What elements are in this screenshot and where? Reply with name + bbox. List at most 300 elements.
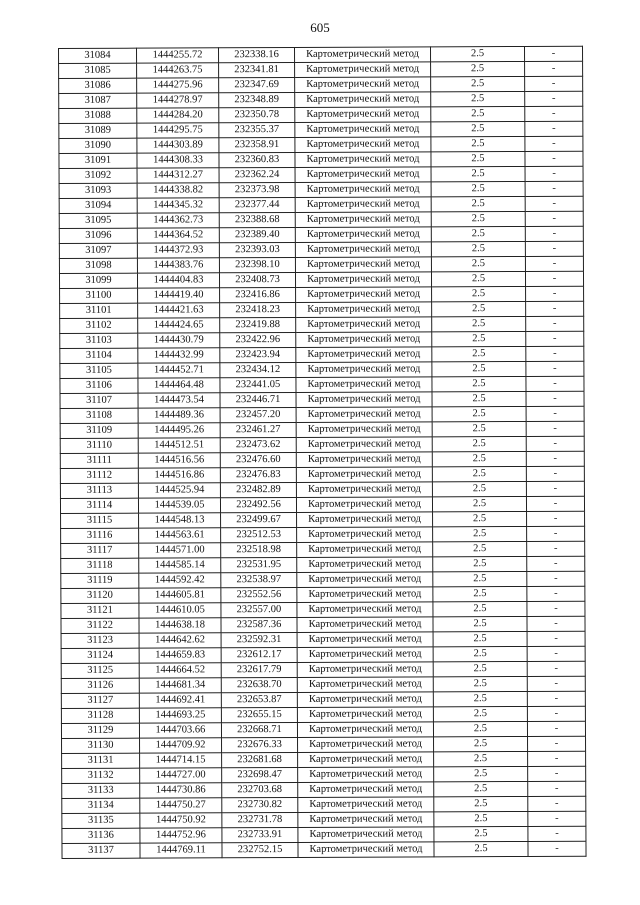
accuracy-cell: 2.5	[432, 331, 526, 346]
accuracy-cell: 2.5	[433, 646, 527, 661]
note-cell: -	[525, 181, 583, 196]
note-cell: -	[528, 766, 586, 781]
x-coordinate-cell: 1444703.66	[139, 723, 221, 738]
note-cell: -	[527, 601, 585, 616]
point-number-cell: 31087	[59, 93, 137, 108]
point-number-cell: 31097	[59, 243, 137, 258]
y-coordinate-cell: 232518.98	[221, 542, 297, 557]
x-coordinate-cell: 1444525.94	[138, 483, 220, 498]
y-coordinate-cell: 232733.91	[222, 827, 298, 842]
y-coordinate-cell: 232617.79	[221, 662, 297, 677]
note-cell: -	[527, 631, 585, 646]
point-number-cell: 31091	[59, 153, 137, 168]
method-cell: Картометрический метод	[296, 362, 432, 378]
method-cell: Картометрический метод	[295, 182, 431, 198]
x-coordinate-cell: 1444424.65	[138, 318, 220, 333]
method-cell: Картометрический метод	[297, 632, 433, 648]
point-number-cell: 31116	[61, 528, 139, 543]
note-cell: -	[526, 481, 584, 496]
point-number-cell: 31085	[59, 63, 137, 78]
point-number-cell: 31108	[60, 408, 138, 423]
method-cell: Картометрический метод	[298, 782, 434, 798]
method-cell: Картометрический метод	[296, 332, 432, 348]
note-cell: -	[526, 496, 584, 511]
note-cell: -	[525, 121, 583, 136]
note-cell: -	[527, 721, 585, 736]
accuracy-cell: 2.5	[432, 391, 526, 406]
y-coordinate-cell: 232389.40	[219, 227, 295, 242]
note-cell: -	[527, 556, 585, 571]
point-number-cell: 31126	[61, 678, 139, 693]
x-coordinate-cell: 1444464.48	[138, 378, 220, 393]
y-coordinate-cell: 232408.73	[219, 272, 295, 287]
note-cell: -	[527, 526, 585, 541]
y-coordinate-cell: 232338.16	[219, 47, 295, 62]
y-coordinate-cell: 232587.36	[221, 617, 297, 632]
note-cell: -	[527, 706, 585, 721]
x-coordinate-cell: 1444548.13	[139, 513, 221, 528]
x-coordinate-cell: 1444372.93	[137, 243, 219, 258]
y-coordinate-cell: 232419.88	[220, 317, 296, 332]
accuracy-cell: 2.5	[431, 76, 525, 91]
note-cell: -	[526, 391, 584, 406]
note-cell: -	[527, 691, 585, 706]
accuracy-cell: 2.5	[431, 226, 525, 241]
point-number-cell: 31092	[59, 168, 137, 183]
accuracy-cell: 2.5	[433, 721, 527, 736]
method-cell: Картометрический метод	[298, 842, 434, 858]
method-cell: Картометрический метод	[297, 587, 433, 603]
y-coordinate-cell: 232731.78	[222, 812, 298, 827]
note-cell: -	[527, 661, 585, 676]
method-cell: Картометрический метод	[295, 62, 431, 78]
x-coordinate-cell: 1444659.83	[139, 648, 221, 663]
method-cell: Картометрический метод	[295, 167, 431, 183]
method-cell: Картометрический метод	[297, 602, 433, 618]
note-cell: -	[525, 151, 583, 166]
y-coordinate-cell: 232355.37	[219, 122, 295, 137]
note-cell: -	[528, 826, 586, 841]
method-cell: Картометрический метод	[296, 422, 432, 438]
accuracy-cell: 2.5	[432, 406, 526, 421]
note-cell: -	[525, 211, 583, 226]
y-coordinate-cell: 232473.62	[220, 437, 296, 452]
method-cell: Картометрический метод	[295, 122, 431, 138]
y-coordinate-cell: 232655.15	[221, 707, 297, 722]
note-cell: -	[526, 466, 584, 481]
point-number-cell: 31131	[62, 753, 140, 768]
x-coordinate-cell: 1444709.92	[140, 738, 222, 753]
method-cell: Картометрический метод	[295, 92, 431, 108]
accuracy-cell: 2.5	[433, 691, 527, 706]
note-cell: -	[527, 541, 585, 556]
y-coordinate-cell: 232441.05	[220, 377, 296, 392]
note-cell: -	[526, 286, 584, 301]
method-cell: Картометрический метод	[296, 287, 432, 303]
method-cell: Картометрический метод	[295, 212, 431, 228]
y-coordinate-cell: 232398.10	[219, 257, 295, 272]
y-coordinate-cell: 232341.81	[219, 62, 295, 77]
accuracy-cell: 2.5	[433, 541, 527, 556]
accuracy-cell: 2.5	[432, 451, 526, 466]
accuracy-cell: 2.5	[431, 271, 525, 286]
note-cell: -	[526, 421, 584, 436]
note-cell: -	[526, 346, 584, 361]
y-coordinate-cell: 232492.56	[220, 497, 296, 512]
y-coordinate-cell: 232752.15	[222, 842, 298, 857]
accuracy-cell: 2.5	[433, 631, 527, 646]
accuracy-cell: 2.5	[434, 781, 528, 796]
method-cell: Картометрический метод	[298, 812, 434, 828]
point-number-cell: 31104	[60, 348, 138, 363]
accuracy-cell: 2.5	[432, 496, 526, 511]
note-cell: -	[528, 811, 586, 826]
y-coordinate-cell: 232347.69	[219, 77, 295, 92]
point-number-cell: 31122	[61, 618, 139, 633]
y-coordinate-cell: 232668.71	[221, 722, 297, 737]
point-number-cell: 31089	[59, 123, 137, 138]
point-number-cell: 31127	[61, 693, 139, 708]
x-coordinate-cell: 1444714.15	[140, 753, 222, 768]
x-coordinate-cell: 1444295.75	[137, 123, 219, 138]
coordinates-table-body	[59, 46, 587, 858]
accuracy-cell: 2.5	[433, 556, 527, 571]
y-coordinate-cell: 232512.53	[221, 527, 297, 542]
note-cell: -	[526, 301, 584, 316]
point-number-cell: 31107	[60, 393, 138, 408]
x-coordinate-cell: 1444610.05	[139, 603, 221, 618]
accuracy-cell: 2.5	[431, 136, 525, 151]
x-coordinate-cell: 1444362.73	[137, 213, 219, 228]
point-number-cell: 31130	[62, 738, 140, 753]
y-coordinate-cell: 232418.23	[220, 302, 296, 317]
x-coordinate-cell: 1444605.81	[139, 588, 221, 603]
accuracy-cell: 2.5	[433, 511, 527, 526]
x-coordinate-cell: 1444255.72	[137, 48, 219, 63]
method-cell: Картометрический метод	[296, 497, 432, 513]
y-coordinate-cell: 232531.95	[221, 557, 297, 572]
point-number-cell: 31119	[61, 573, 139, 588]
y-coordinate-cell: 232362.24	[219, 167, 295, 182]
point-number-cell: 31115	[61, 513, 139, 528]
note-cell: -	[528, 841, 586, 856]
point-number-cell: 31124	[61, 648, 139, 663]
method-cell: Картометрический метод	[297, 542, 433, 558]
x-coordinate-cell: 1444278.97	[137, 93, 219, 108]
y-coordinate-cell: 232393.03	[219, 242, 295, 257]
point-number-cell: 31133	[62, 783, 140, 798]
x-coordinate-cell: 1444750.92	[140, 813, 222, 828]
point-number-cell: 31100	[60, 288, 138, 303]
method-cell: Картометрический метод	[295, 197, 431, 213]
method-cell: Картометрический метод	[298, 737, 434, 753]
accuracy-cell: 2.5	[431, 211, 525, 226]
accuracy-cell: 2.5	[434, 826, 528, 841]
accuracy-cell: 2.5	[431, 121, 525, 136]
point-number-cell: 31105	[60, 363, 138, 378]
accuracy-cell: 2.5	[431, 151, 525, 166]
x-coordinate-cell: 1444404.83	[137, 273, 219, 288]
method-cell: Картометрический метод	[296, 437, 432, 453]
note-cell: -	[525, 91, 583, 106]
method-cell: Картометрический метод	[297, 677, 433, 693]
note-cell: -	[527, 676, 585, 691]
x-coordinate-cell: 1444516.86	[138, 468, 220, 483]
note-cell: -	[527, 511, 585, 526]
point-number-cell: 31112	[60, 468, 138, 483]
y-coordinate-cell: 232499.67	[221, 512, 297, 527]
accuracy-cell: 2.5	[432, 346, 526, 361]
x-coordinate-cell: 1444752.96	[140, 828, 222, 843]
note-cell: -	[525, 166, 583, 181]
y-coordinate-cell: 232388.68	[219, 212, 295, 227]
method-cell: Картометрический метод	[296, 467, 432, 483]
accuracy-cell: 2.5	[433, 586, 527, 601]
x-coordinate-cell: 1444516.56	[138, 453, 220, 468]
method-cell: Картометрический метод	[295, 152, 431, 168]
y-coordinate-cell: 232698.47	[222, 767, 298, 782]
coordinates-table	[58, 46, 587, 859]
point-number-cell: 31117	[61, 543, 139, 558]
point-number-cell: 31123	[61, 633, 139, 648]
y-coordinate-cell: 232476.60	[220, 452, 296, 467]
accuracy-cell: 2.5	[431, 166, 525, 181]
x-coordinate-cell: 1444727.00	[140, 768, 222, 783]
method-cell: Картометрический метод	[297, 617, 433, 633]
y-coordinate-cell: 232638.70	[221, 677, 297, 692]
method-cell: Картометрический метод	[295, 272, 431, 288]
accuracy-cell: 2.5	[431, 256, 525, 271]
x-coordinate-cell: 1444539.05	[138, 498, 220, 513]
accuracy-cell: 2.5	[433, 706, 527, 721]
point-number-cell: 31084	[59, 48, 137, 63]
accuracy-cell: 2.5	[432, 286, 526, 301]
x-coordinate-cell: 1444308.33	[137, 153, 219, 168]
x-coordinate-cell: 1444664.52	[139, 663, 221, 678]
y-coordinate-cell: 232373.98	[219, 182, 295, 197]
y-coordinate-cell: 232446.71	[220, 392, 296, 407]
accuracy-cell: 2.5	[433, 661, 527, 676]
x-coordinate-cell: 1444681.34	[139, 678, 221, 693]
method-cell: Картометрический метод	[297, 722, 433, 738]
method-cell: Картометрический метод	[295, 257, 431, 273]
method-cell: Картометрический метод	[295, 107, 431, 123]
method-cell: Картометрический метод	[296, 317, 432, 333]
note-cell: -	[527, 586, 585, 601]
x-coordinate-cell: 1444345.32	[137, 198, 219, 213]
accuracy-cell: 2.5	[434, 751, 528, 766]
note-cell: -	[528, 781, 586, 796]
accuracy-cell: 2.5	[433, 571, 527, 586]
method-cell: Картометрический метод	[298, 797, 434, 813]
x-coordinate-cell: 1444571.00	[139, 543, 221, 558]
point-number-cell: 31109	[60, 423, 138, 438]
accuracy-cell: 2.5	[433, 601, 527, 616]
method-cell: Картометрический метод	[295, 137, 431, 153]
accuracy-cell: 2.5	[434, 796, 528, 811]
method-cell: Картометрический метод	[297, 647, 433, 663]
y-coordinate-cell: 232358.91	[219, 137, 295, 152]
y-coordinate-cell: 232476.83	[220, 467, 296, 482]
point-number-cell: 31103	[60, 333, 138, 348]
note-cell: -	[525, 61, 583, 76]
accuracy-cell: 2.5	[431, 91, 525, 106]
method-cell: Картометрический метод	[297, 662, 433, 678]
x-coordinate-cell: 1444473.54	[138, 393, 220, 408]
x-coordinate-cell: 1444692.41	[139, 693, 221, 708]
note-cell: -	[525, 226, 583, 241]
point-number-cell: 31135	[62, 813, 140, 828]
y-coordinate-cell: 232681.68	[222, 752, 298, 767]
accuracy-cell: 2.5	[432, 481, 526, 496]
y-coordinate-cell: 232592.31	[221, 632, 297, 647]
y-coordinate-cell: 232360.83	[219, 152, 295, 167]
x-coordinate-cell: 1444430.79	[138, 333, 220, 348]
accuracy-cell: 2.5	[433, 616, 527, 631]
method-cell: Картометрический метод	[295, 227, 431, 243]
y-coordinate-cell: 232416.86	[220, 287, 296, 302]
note-cell: -	[525, 76, 583, 91]
y-coordinate-cell: 232612.17	[221, 647, 297, 662]
x-coordinate-cell: 1444642.62	[139, 633, 221, 648]
y-coordinate-cell: 232461.27	[220, 422, 296, 437]
point-number-cell: 31134	[62, 798, 140, 813]
note-cell: -	[525, 136, 583, 151]
accuracy-cell: 2.5	[432, 301, 526, 316]
accuracy-cell: 2.5	[431, 106, 525, 121]
x-coordinate-cell: 1444563.61	[139, 528, 221, 543]
method-cell: Картометрический метод	[297, 707, 433, 723]
note-cell: -	[526, 376, 584, 391]
point-number-cell: 31094	[59, 198, 137, 213]
x-coordinate-cell: 1444312.27	[137, 168, 219, 183]
x-coordinate-cell: 1444489.36	[138, 408, 220, 423]
x-coordinate-cell: 1444452.71	[138, 363, 220, 378]
note-cell: -	[525, 106, 583, 121]
accuracy-cell: 2.5	[432, 316, 526, 331]
method-cell: Картометрический метод	[297, 557, 433, 573]
accuracy-cell: 2.5	[432, 421, 526, 436]
y-coordinate-cell: 232653.87	[221, 692, 297, 707]
accuracy-cell: 2.5	[431, 241, 525, 256]
y-coordinate-cell: 232557.00	[221, 602, 297, 617]
accuracy-cell: 2.5	[432, 376, 526, 391]
method-cell: Картометрический метод	[297, 527, 433, 543]
x-coordinate-cell: 1444432.99	[138, 348, 220, 363]
y-coordinate-cell: 232457.20	[220, 407, 296, 422]
accuracy-cell: 2.5	[433, 676, 527, 691]
note-cell: -	[526, 361, 584, 376]
point-number-cell: 31106	[60, 378, 138, 393]
method-cell: Картометрический метод	[294, 47, 430, 63]
accuracy-cell: 2.5	[430, 46, 524, 61]
x-coordinate-cell: 1444750.27	[140, 798, 222, 813]
x-coordinate-cell: 1444338.82	[137, 183, 219, 198]
method-cell: Картометрический метод	[296, 407, 432, 423]
note-cell: -	[526, 451, 584, 466]
method-cell: Картометрический метод	[297, 572, 433, 588]
y-coordinate-cell: 232552.56	[221, 587, 297, 602]
method-cell: Картометрический метод	[296, 482, 432, 498]
accuracy-cell: 2.5	[434, 841, 528, 856]
point-number-cell: 31093	[59, 183, 137, 198]
method-cell: Картометрический метод	[295, 242, 431, 258]
x-coordinate-cell: 1444495.26	[138, 423, 220, 438]
point-number-cell: 31098	[59, 258, 137, 273]
y-coordinate-cell: 232422.96	[220, 332, 296, 347]
method-cell: Картометрический метод	[297, 512, 433, 528]
x-coordinate-cell: 1444383.76	[137, 258, 219, 273]
point-number-cell: 31101	[60, 303, 138, 318]
point-number-cell: 31114	[60, 498, 138, 513]
note-cell: -	[524, 46, 582, 61]
y-coordinate-cell: 232676.33	[222, 737, 298, 752]
point-number-cell: 31121	[61, 603, 139, 618]
point-number-cell: 31113	[60, 483, 138, 498]
y-coordinate-cell: 232377.44	[219, 197, 295, 212]
method-cell: Картометрический метод	[296, 452, 432, 468]
method-cell: Картометрический метод	[298, 827, 434, 843]
x-coordinate-cell: 1444730.86	[140, 783, 222, 798]
method-cell: Картометрический метод	[296, 302, 432, 318]
x-coordinate-cell: 1444769.11	[140, 843, 222, 858]
note-cell: -	[528, 751, 586, 766]
x-coordinate-cell: 1444693.25	[139, 708, 221, 723]
point-number-cell: 31090	[59, 138, 137, 153]
point-number-cell: 31110	[60, 438, 138, 453]
method-cell: Картометрический метод	[295, 77, 431, 93]
point-number-cell: 31102	[60, 318, 138, 333]
accuracy-cell: 2.5	[434, 766, 528, 781]
table-row	[62, 841, 586, 858]
point-number-cell: 31096	[59, 228, 137, 243]
accuracy-cell: 2.5	[434, 811, 528, 826]
y-coordinate-cell: 232703.68	[222, 782, 298, 797]
point-number-cell: 31086	[59, 78, 137, 93]
y-coordinate-cell: 232434.12	[220, 362, 296, 377]
x-coordinate-cell: 1444284.20	[137, 108, 219, 123]
note-cell: -	[525, 256, 583, 271]
point-number-cell: 31099	[59, 273, 137, 288]
y-coordinate-cell: 232348.89	[219, 92, 295, 107]
x-coordinate-cell: 1444275.96	[137, 78, 219, 93]
note-cell: -	[525, 196, 583, 211]
point-number-cell: 31111	[60, 453, 138, 468]
x-coordinate-cell: 1444419.40	[138, 288, 220, 303]
note-cell: -	[527, 646, 585, 661]
method-cell: Картометрический метод	[296, 377, 432, 393]
y-coordinate-cell: 232730.82	[222, 797, 298, 812]
note-cell: -	[526, 331, 584, 346]
note-cell: -	[528, 796, 586, 811]
x-coordinate-cell: 1444421.63	[138, 303, 220, 318]
note-cell: -	[526, 316, 584, 331]
accuracy-cell: 2.5	[431, 181, 525, 196]
y-coordinate-cell: 232350.78	[219, 107, 295, 122]
x-coordinate-cell: 1444585.14	[139, 558, 221, 573]
note-cell: -	[527, 571, 585, 586]
page-number: 605	[310, 20, 330, 35]
point-number-cell: 31129	[61, 723, 139, 738]
point-number-cell: 31095	[59, 213, 137, 228]
method-cell: Картометрический метод	[298, 752, 434, 768]
accuracy-cell: 2.5	[434, 736, 528, 751]
method-cell: Картометрический метод	[296, 392, 432, 408]
note-cell: -	[525, 271, 583, 286]
note-cell: -	[525, 241, 583, 256]
y-coordinate-cell: 232482.89	[220, 482, 296, 497]
method-cell: Картометрический метод	[297, 692, 433, 708]
